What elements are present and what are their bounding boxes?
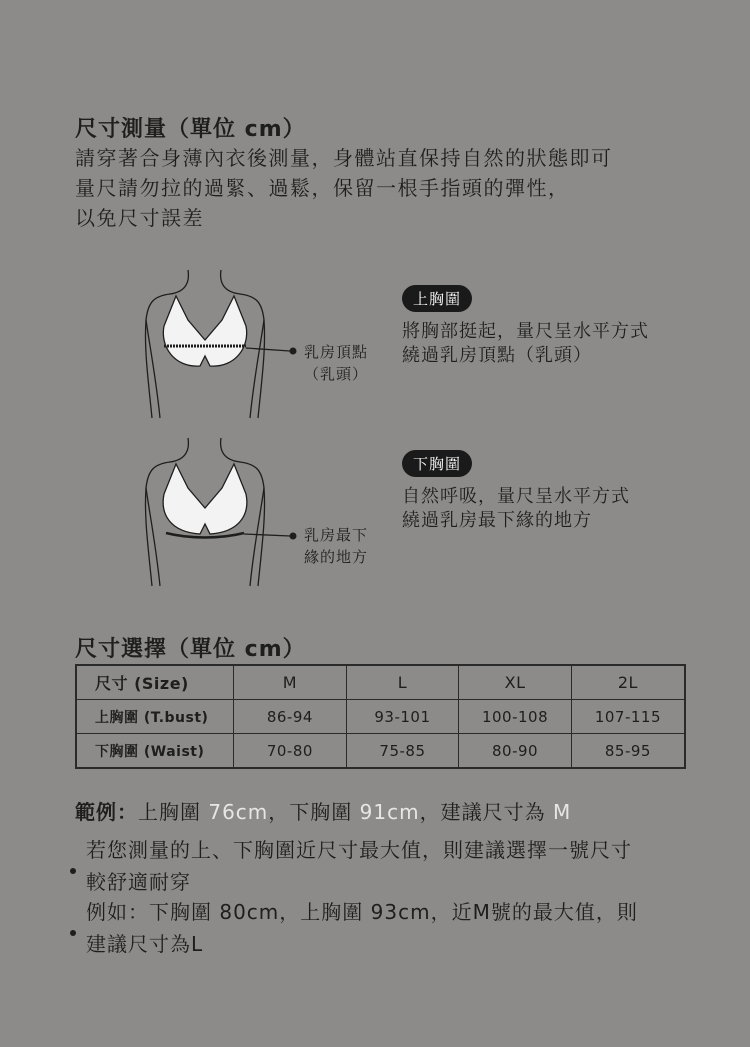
lower-desc-line-1: 自然呼吸，量尺呈水平方式 xyxy=(402,486,630,507)
lower-desc-line-2: 繞過乳房最下緣的地方 xyxy=(402,510,592,531)
example-text-2: ，下胸圍 xyxy=(268,800,360,824)
under-bust-illustration xyxy=(130,436,300,588)
header-cell: 2L xyxy=(571,665,685,700)
table-cell: 86-94 xyxy=(234,700,347,734)
example-text-3: ，建議尺寸為 xyxy=(419,800,553,824)
example-upper-value: 76cm xyxy=(208,800,269,824)
upper-point-line-2: （乳頭） xyxy=(304,365,369,383)
note-2-line-2: 建議尺寸為L xyxy=(86,932,204,956)
table-cell: 下胸圍 (Waist) xyxy=(76,734,234,769)
table-cell: 107-115 xyxy=(571,700,685,734)
upper-bust-illustration xyxy=(130,268,300,420)
header-cell: L xyxy=(346,665,459,700)
table-cell: 75-85 xyxy=(346,734,459,769)
example-label: 範例： xyxy=(75,800,138,824)
measure-instructions xyxy=(75,143,613,233)
upper-point-label xyxy=(304,341,368,385)
upper-desc-line-2: 繞過乳房頂點（乳頭） xyxy=(402,345,592,366)
note-1-line-2: 較舒適耐穿 xyxy=(86,870,191,894)
header-cell: XL xyxy=(459,665,572,700)
upper-bust-description xyxy=(402,320,649,368)
table-row xyxy=(76,700,685,734)
under-bust-badge: 下胸圍 xyxy=(402,450,472,477)
bullet-icon xyxy=(70,868,76,874)
note-1-line-1: 若您測量的上、下胸圍近尺寸最大值，則建議選擇一號尺寸 xyxy=(86,838,632,862)
lower-point-line-2: 緣的地方 xyxy=(304,548,369,566)
measure-line-3: 以免尺寸誤差 xyxy=(75,206,204,230)
example-text-1: 上胸圍 xyxy=(138,800,209,824)
table-header-row xyxy=(76,665,685,700)
table-cell: 80-90 xyxy=(459,734,572,769)
upper-point-line-1: 乳房頂點 xyxy=(304,343,369,361)
upper-bust-badge: 上胸圍 xyxy=(402,285,472,312)
measure-title: 尺寸測量（單位 cm） xyxy=(75,117,306,142)
table-cell: 85-95 xyxy=(571,734,685,769)
table-cell: 93-101 xyxy=(346,700,459,734)
lower-point-line-1: 乳房最下 xyxy=(304,526,369,544)
size-table xyxy=(75,664,686,769)
note-1 xyxy=(86,834,632,898)
bullet-icon xyxy=(70,930,76,936)
measure-line-1: 請穿著合身薄內衣後測量，身體站直保持自然的狀態即可 xyxy=(75,146,613,170)
table-row xyxy=(76,734,685,769)
table-cell: 70-80 xyxy=(234,734,347,769)
note-2-line-1: 例如：下胸圍 80cm，上胸圍 93cm，近M號的最大值，則 xyxy=(86,900,638,924)
table-cell: 100-108 xyxy=(459,700,572,734)
select-title: 尺寸選擇（單位 cm） xyxy=(75,637,306,662)
example-lower-value: 91cm xyxy=(359,800,420,824)
note-2 xyxy=(86,896,638,960)
under-bust-description xyxy=(402,485,630,533)
measure-line-2: 量尺請勿拉的過緊、過鬆，保留一根手指頭的彈性， xyxy=(75,176,570,200)
lower-point-label xyxy=(304,524,368,568)
example-line xyxy=(75,796,571,828)
upper-desc-line-1: 將胸部挺起，量尺呈水平方式 xyxy=(402,321,649,342)
example-size-value: M xyxy=(552,800,572,824)
header-cell: 尺寸 (Size) xyxy=(76,665,234,700)
header-cell: M xyxy=(234,665,347,700)
table-cell: 上胸圍 (T.bust) xyxy=(76,700,234,734)
